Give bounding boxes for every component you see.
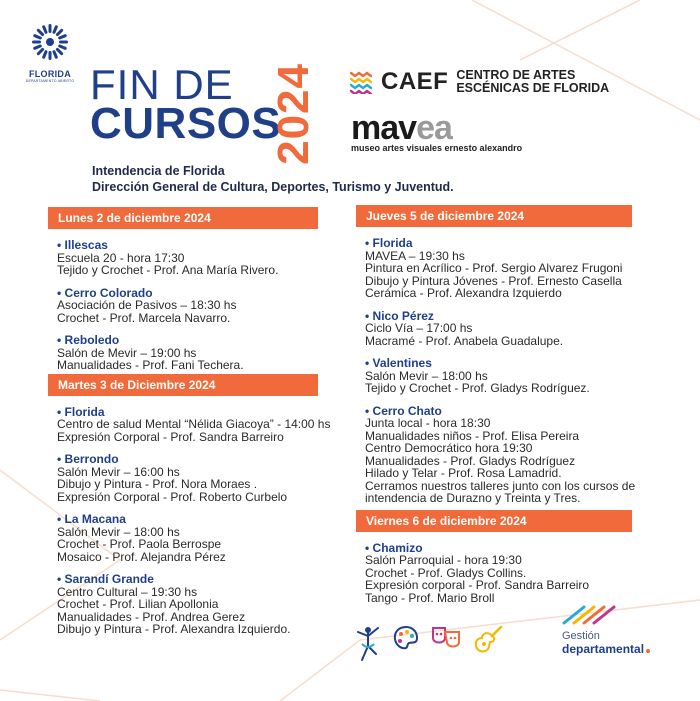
place-name: • La Macana — [57, 513, 348, 526]
place-name: • Reboledo — [57, 334, 348, 347]
place-line: Crochet - Prof. Lilian Apollonia — [57, 597, 219, 611]
mavea-logo — [351, 109, 523, 153]
place-line: Dibujo y Pintura - Prof. Nora Moraes . — [57, 477, 258, 491]
place-line: Tango - Prof. Mario Broll — [365, 590, 495, 605]
place-line: Manualidades - Prof. Gladys Rodríguez — [365, 453, 576, 468]
florida-sun-icon — [30, 22, 70, 62]
organization — [92, 163, 454, 195]
place-line: Junta local - hora 18:30 — [365, 416, 491, 430]
place-florida — [57, 406, 348, 444]
florida-subtitle: DEPARTAMENTO ABIERTO — [25, 79, 75, 83]
place-line: Dibujo y Pintura Jóvenes - Prof. Ernesto Casella — [365, 273, 622, 288]
florida-logo — [18, 22, 82, 83]
palette-icon — [392, 624, 420, 652]
mavea-subtitle: museo artes visuales ernesto alexandro — [351, 143, 523, 153]
gestion-stripes-icon — [562, 603, 622, 625]
art-icons — [354, 624, 504, 664]
place-line: Manualidades niños - Prof. Elisa Pereira — [365, 428, 580, 443]
place-illescas — [57, 239, 348, 277]
title-line-1: FIN DE — [90, 61, 234, 108]
place-name: • Illescas — [57, 239, 348, 252]
place-line: Escuela 20 - hora 17:30 — [57, 250, 185, 265]
gestion-text-2: departamental — [562, 642, 650, 656]
place-line: MAVEA – 19:30 hs — [365, 248, 465, 263]
place-line: Manualidades - Prof. Fani Techera. — [57, 358, 244, 372]
place-name: • Chamizo — [365, 542, 656, 555]
place-line: Tejido y Crochet - Prof. Gladys Rodríguez. — [365, 381, 590, 395]
theater-masks-icon — [430, 624, 462, 652]
place-line: Hilado y Telar - Prof. Rosa Lamadrid. — [365, 466, 562, 480]
gestion-departamental-logo — [562, 603, 650, 656]
caef-full-line-1: CENTRO DE ARTES — [456, 68, 576, 82]
place-name: • Berrondo — [57, 453, 348, 466]
place-line: Salón Parroquial - hora 19:30 — [365, 553, 522, 567]
place-line: Tejido y Crochet - Prof. Ana María Rivero. — [57, 263, 279, 277]
place-line: Salón de Mevir – 19:00 hs — [57, 345, 197, 360]
place-line: Crochet - Prof. Marcela Navarro. — [57, 310, 231, 325]
title-line-2: CURSOS — [90, 98, 282, 148]
place-line: Centro Cultural – 19:30 hs — [57, 584, 198, 599]
mavea-wordmark-a: mav — [351, 109, 417, 147]
caef-full-name — [456, 69, 609, 95]
place-name: • Florida — [365, 237, 656, 250]
guitar-icon — [472, 624, 504, 656]
place-line: Salón Mevir – 18:00 hs — [57, 524, 180, 539]
caef-full-line-2: ESCÉNICAS DE FLORIDA — [456, 81, 610, 95]
day-header-tuesday: Martes 3 de Diciembre 2024 — [48, 374, 318, 396]
place-line: Expresión Corporal - Prof. Roberto Curbelo — [57, 489, 288, 504]
place-name: • Sarandí Grande — [57, 573, 348, 586]
place-chamizo — [365, 542, 656, 605]
place-line: intendencia de Durazno y Treinta y Tres. — [365, 491, 581, 505]
place-line: Manualidades - Prof. Andrea Gerez — [57, 609, 246, 624]
place-line: Centro Democrático hora 19:30 — [365, 441, 533, 455]
org-line-2: Dirección General de Cultura, Deportes, Turismo y Juventud. — [92, 180, 454, 194]
place-line: Cerramos nuestros talleres junto con los cursos de — [365, 478, 636, 493]
place-line: Dibujo y Pintura - Prof. Alexandra Izquierdo. — [57, 622, 291, 636]
caef-abbreviation: CAEF — [381, 68, 449, 95]
place-name: • Florida — [57, 406, 348, 419]
day-header-monday: Lunes 2 de diciembre 2024 — [48, 207, 318, 229]
place-line: Salón Mevir – 16:00 hs — [57, 464, 180, 479]
dancer-icon — [354, 624, 382, 664]
place-name: • Valentines — [365, 357, 656, 370]
place-line: Pintura en Acrílico - Prof. Sergio Alvarez Frugoni — [365, 261, 623, 275]
day-header-friday: Viernes 6 de diciembre 2024 — [356, 510, 632, 532]
place-line: Salón Mevir – 18:00 hs — [365, 368, 488, 383]
place-reboledo — [57, 334, 348, 372]
place-name: • Nico Pérez — [365, 310, 656, 323]
place-line: Mosaico - Prof. Alejandra Pérez — [57, 549, 226, 564]
place-line: Crochet - Prof. Paola Berrospe — [57, 537, 222, 551]
place-florida-mavea — [365, 237, 656, 300]
place-la-macana — [57, 513, 348, 563]
org-line-1: Intendencia de Florida — [92, 164, 225, 178]
mavea-wordmark — [351, 109, 522, 147]
place-nico-perez — [365, 310, 656, 348]
florida-name: FLORIDA — [28, 69, 72, 79]
place-valentines — [365, 357, 656, 395]
place-sarandi-grande — [57, 573, 348, 636]
place-line: Cerámica - Prof. Alexandra Izquierdo — [365, 286, 562, 300]
place-name: • Cerro Colorado — [57, 287, 348, 300]
gestion-text-1: Gestión — [562, 630, 600, 642]
place-line: Asociación de Pasivos – 18:30 hs — [57, 298, 237, 312]
place-berrondo — [57, 453, 348, 503]
place-name: • Cerro Chato — [365, 405, 656, 418]
caef-logo — [349, 68, 609, 96]
right-column — [356, 205, 656, 604]
place-cerro-colorado — [57, 287, 348, 325]
place-line: Macramé - Prof. Anabela Guadalupe. — [365, 333, 564, 348]
event-title — [90, 61, 282, 148]
title-year: 2024 — [269, 63, 318, 165]
caef-stripes-icon — [349, 70, 375, 94]
place-cerro-chato — [365, 405, 656, 505]
place-line: Ciclo Vía – 17:00 hs — [365, 321, 473, 335]
place-line: Centro de salud Mental “Nélida Giacoya” - 14:00 hs — [57, 417, 331, 431]
day-header-thursday: Jueves 5 de diciembre 2024 — [356, 205, 632, 227]
place-line: Crochet - Prof. Gladys Collins. — [365, 565, 527, 580]
place-line: Expresión Corporal - Prof. Sandra Barreiro — [57, 429, 284, 444]
left-column — [48, 207, 348, 636]
mavea-wordmark-b: ea — [416, 109, 452, 147]
place-line: Expresión corporal - Prof. Sandra Barreiro — [365, 578, 590, 592]
